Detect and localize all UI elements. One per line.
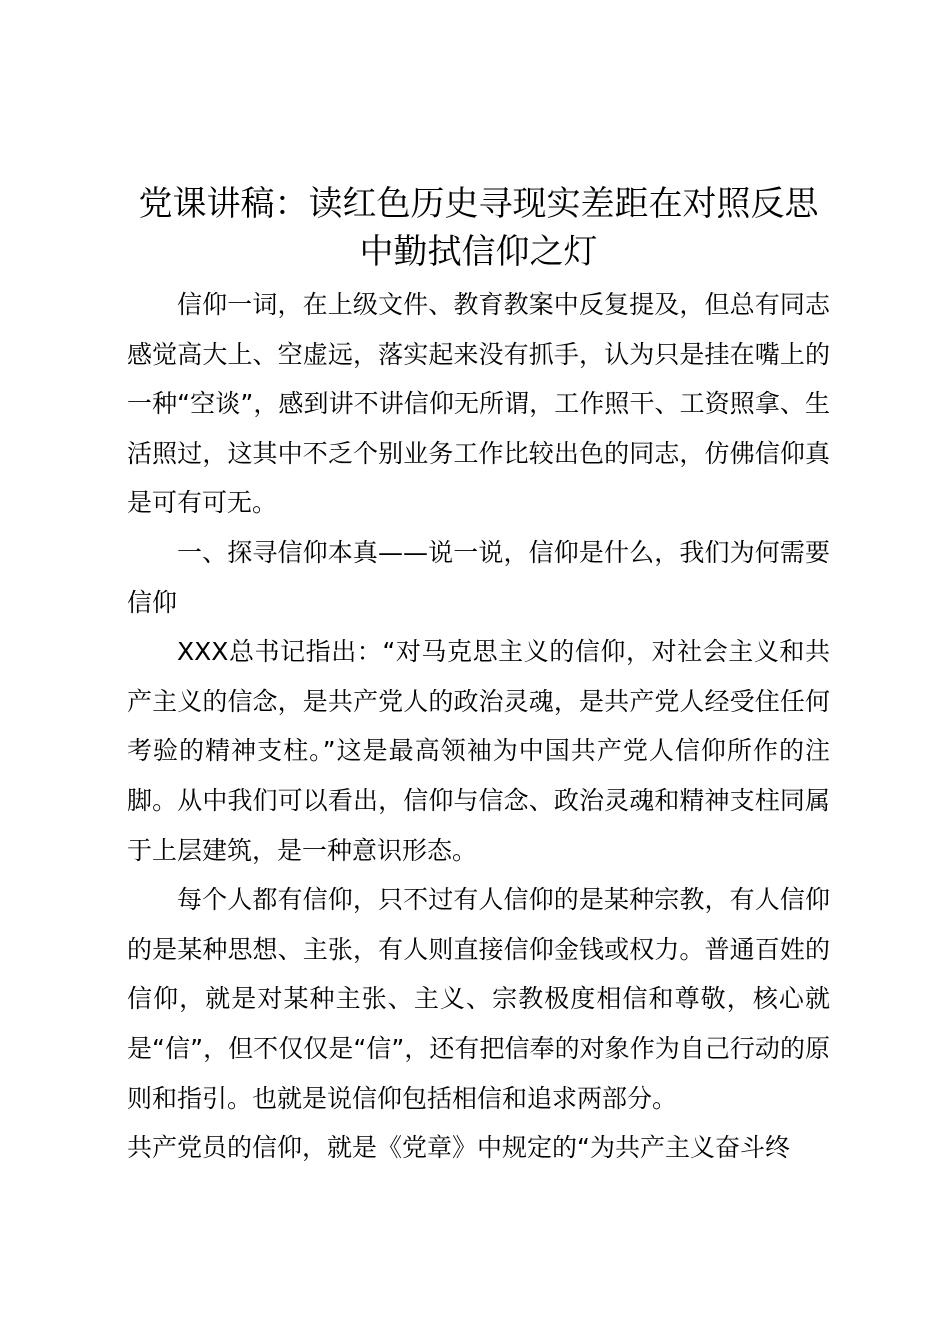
title-line-2: 中勤拭信仰之灯 <box>359 232 598 272</box>
document-page <box>127 180 830 1173</box>
document-title <box>127 180 830 276</box>
section-heading-1: 一、探寻信仰本真——说一说，信仰是什么，我们为何需要信仰 <box>127 537 830 617</box>
title-line-1: 党课讲稿：读红色历史寻现实差距在对照反思 <box>138 184 819 224</box>
paragraph-belief: 每个人都有信仰，只不过有人信仰的是某种宗教，有人信仰的是某种思想、主张，有人则直接信仰金钱或权力。普通百姓的信仰，就是对某种主张、主义、宗教极度相信和尊敬，核心就是“信”，但不仅仅是“信”，还有把信奉的对象作为自己行动的原则和指引。也就是说信仰包括相信和追求两部分。 <box>127 885 830 1113</box>
paragraph-quote: XXX总书记指出：“对马克思主义的信仰，对社会主义和共产主义的信念，是共产党人的政治灵魂，是共产党人经受住任何考验的精神支柱。”这是最高领袖为中国共产党人信仰所作的注脚。从中我们可以看出，信仰与信念、政治灵魂和精神支柱同属于上层建筑，是一种意识形态。 <box>127 637 830 865</box>
paragraph-intro: 信仰一词，在上级文件、教育教案中反复提及，但总有同志感觉高大上、空虚远，落实起来没有抓手，认为只是挂在嘴上的一种“空谈”，感到讲不讲信仰无所谓，工作照干、工资照拿、生活照过，这其中不乏个别业务工作比较出色的同志，仿佛信仰真是可有可无。 <box>127 290 830 518</box>
paragraph-party-member: 共产党员的信仰，就是《党章》中规定的“为共产主义奋斗终 <box>127 1133 790 1163</box>
